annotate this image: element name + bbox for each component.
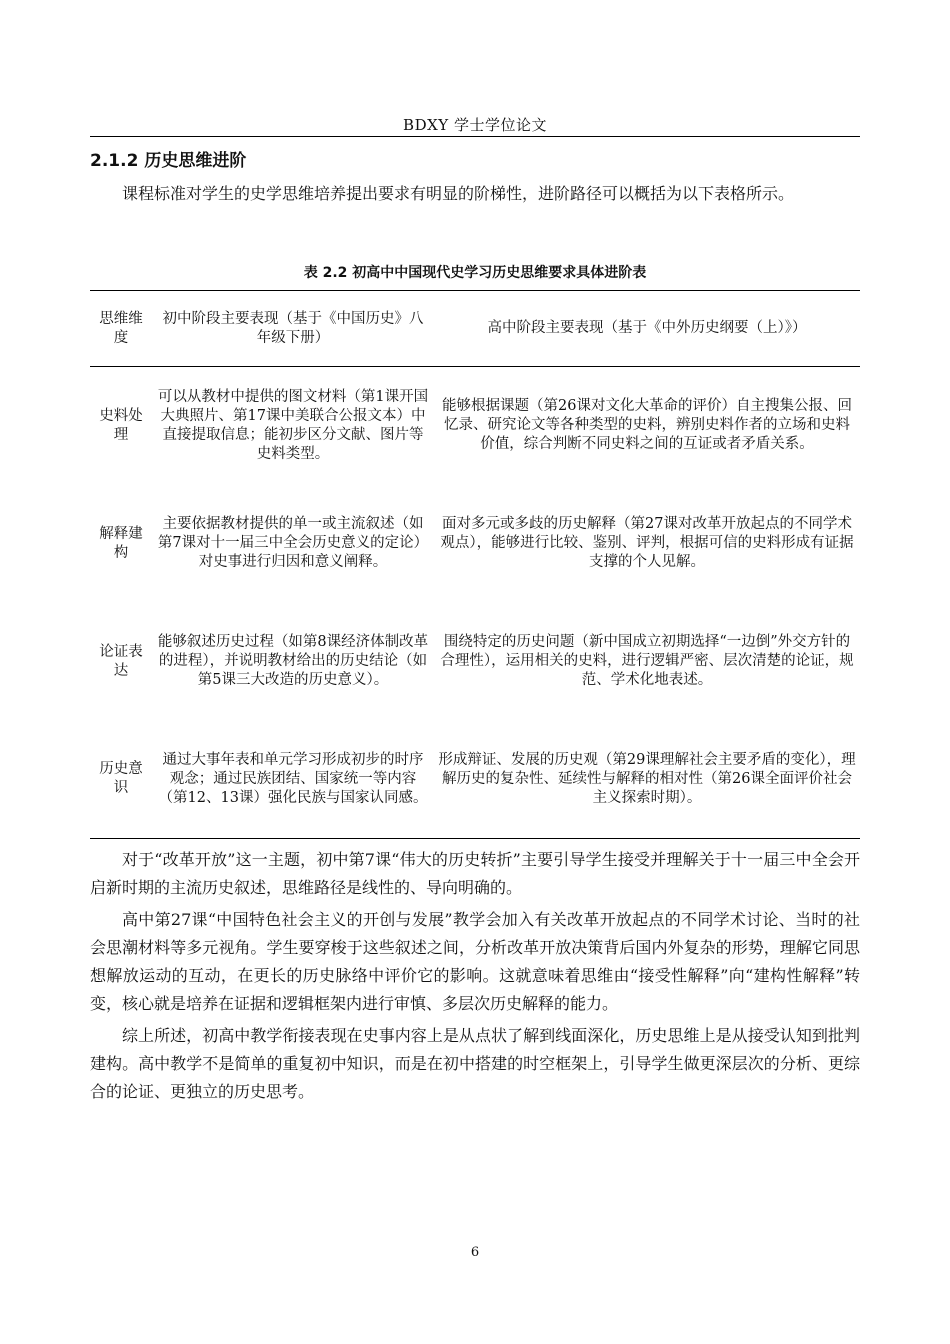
cell-senior: 围绕特定的历史问题（新中国成立初期选择“一边倒”外交方针的合理性），运用相关的史料，进行逻辑严密、层次清楚的论证，规范、学术化地表述。 [440,634,854,688]
running-header: BDXY 学士学位论文 [403,116,547,134]
table-row [90,485,860,603]
cell-junior: 主要依据教材提供的单一或主流叙述（如第7课对十一届三中全会历史意义的定论）对史事进行归因和意义阐释。 [157,516,429,570]
cell-junior: 能够叙述历史过程（如第8课经济体制改革的进程），并说明教材给出的历史结论（如第5课三大改造的历史意义）。 [157,634,429,688]
cell-senior: 形成辩证、发展的历史观（第29课理解社会主要矛盾的变化），理解历史的复杂性、延续性与解释的相对性（第26课全面评价社会主义探索时期）。 [438,751,856,806]
cell-senior: 面对多元或多歧的历史解释（第27课对改革开放起点的不同学术观点），能够进行比较、鉴别、评判，根据可信的史料形成有证据支撑的个人见解。 [440,516,854,570]
intro-text [90,180,860,212]
cell-junior: 可以从教材中提供的图文材料（第1课开国大典照片、第17课中美联合公报文本）中直接提取信息；能初步区分文献、图片等史料类型。 [157,388,429,462]
body-paragraph: 综上所述，初高中教学衔接表现在史事内容上是从点状了解到线面深化，历史思维上是从接受认知到批判建构。高中教学不是简单的重复初中知识，而是在初中搭建的时空框架上，引导学生做更深层次的分析、更综合的论证、更独立的历史思考。 [90,1026,860,1101]
header-senior: 高中阶段主要表现（基于《中外历史纲要（上）》） [434,291,860,367]
header-junior: 初中阶段主要表现（基于《中国历史》八年级下册） [152,291,434,367]
cell-dimension: 历史意识 [99,761,143,797]
cell-junior: 通过大事年表和单元学习形成初步的时序观念；通过民族团结、国家统一等内容（第12、13课）强化民族与国家认同感。 [158,751,428,806]
progression-table [90,290,860,839]
cell-dimension: 解释建构 [99,525,143,561]
page-number: 6 [470,1245,480,1260]
header-dimension: 思维维度 [90,291,152,367]
body-paragraph: 高中第27课“中国特色社会主义的开创与发展”教学会加入有关改革开放起点的不同学术讨论、当时的社会思潮材料等多元视角。学生要穿梭于这些叙述之间，分析改革开放决策背后国内外复杂的形势，理解它同思想解放运动的互动，在更长的历史脉络中评价它的影响。这就意味着思维由“接受性解释”向“建构性解释”转变，核心就是培养在证据和逻辑框架内进行审慎、多层次历史解释的能力。 [90,910,860,1013]
intro-paragraph: 课程标准对学生的史学思维培养提出要求有明显的阶梯性，进阶路径可以概括为以下表格所示。 [122,184,795,203]
body-text [90,846,860,1110]
cell-dimension: 论证表达 [99,643,143,679]
cell-senior: 能够根据课题（第26课对文化大革命的评价）自主搜集公报、回忆录、研究论文等各种类型的史料，辨别史料作者的立场和史料价值，综合判断不同史料之间的互证或者矛盾关系。 [442,398,852,453]
table-caption: 表 2.2 初高中中国现代史学习历史思维要求具体进阶表 [303,265,647,281]
cell-dimension: 史料处理 [99,407,143,443]
body-paragraph: 对于“改革开放”这一主题，初中第7课“伟大的历史转折”主要引导学生接受并理解关于十一届三中全会开启新时期的主流历史叙述，思维路径是线性的、导向明确的。 [90,850,860,897]
table-row [90,603,860,721]
table-row [90,721,860,839]
header-rule [90,136,860,137]
table-header-row [90,291,860,367]
table-row [90,367,860,485]
section-heading: 2.1.2 历史思维进阶 [90,151,247,171]
